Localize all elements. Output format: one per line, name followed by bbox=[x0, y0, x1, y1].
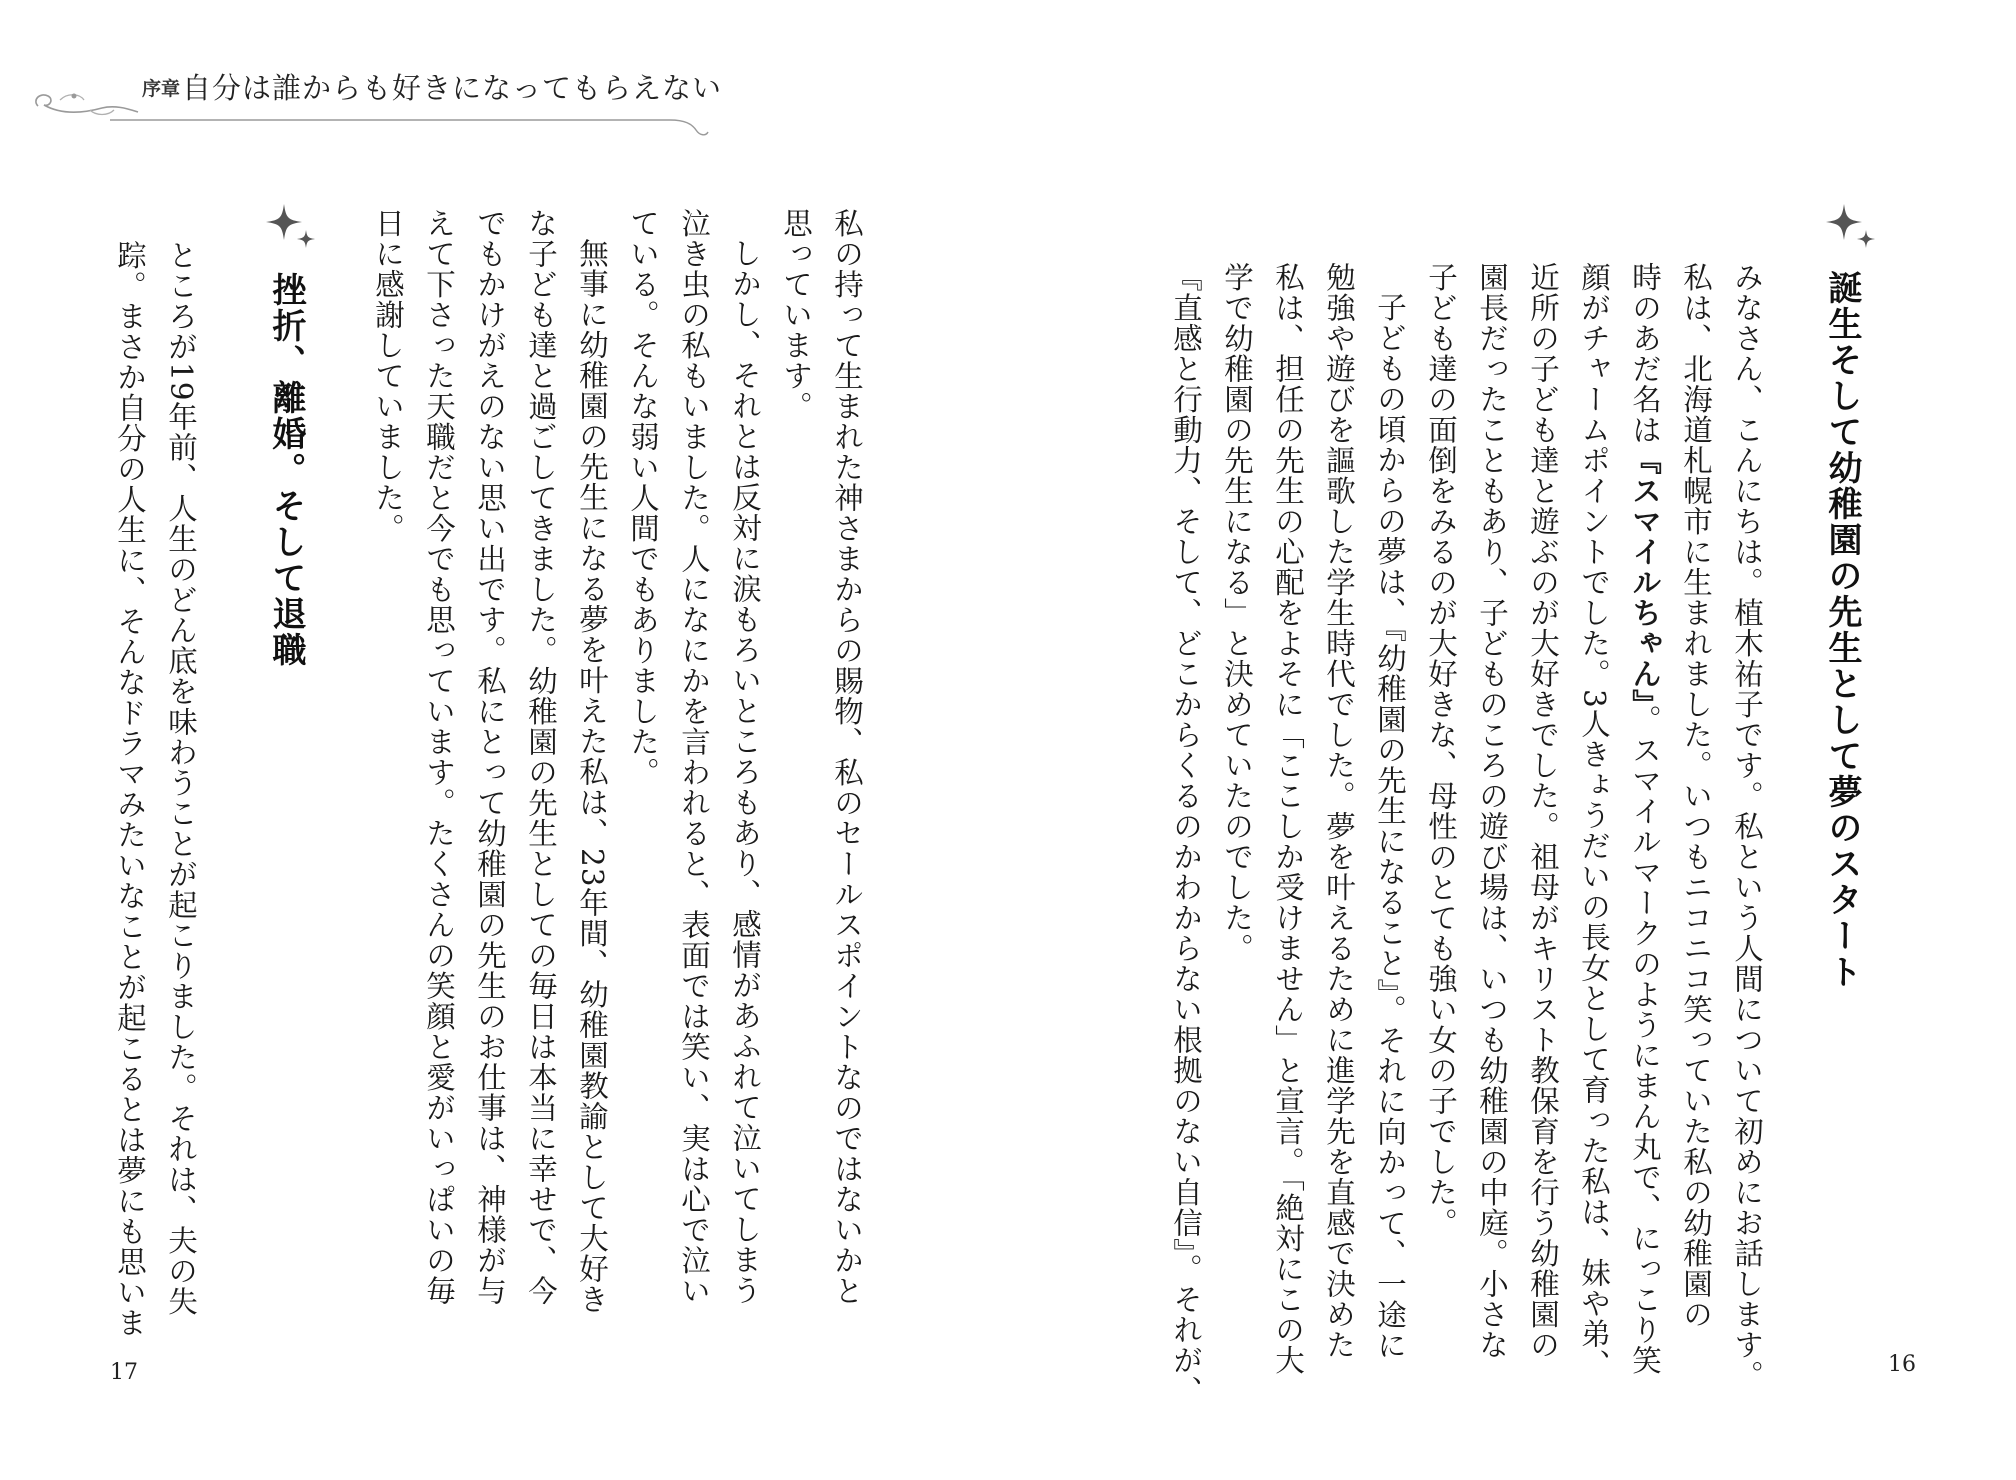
body-line: 園長だったこともあり、子どものころの遊び場は、いつも幼稚園の中庭。小さな bbox=[1475, 262, 1509, 1360]
body-line: しかし、それとは反対に涙もろいところもあり、感情があふれて泣いてしまう bbox=[728, 238, 762, 1306]
sparkle-icon bbox=[1822, 200, 1882, 260]
body-line: 泣き虫の私もいました。人になにかを言われると、表面では笑い、実は心で泣い bbox=[677, 208, 711, 1306]
body-line: 近所の子ども達と遊ぶのが大好きでした。祖母がキリスト教保育を行う幼稚園の bbox=[1526, 262, 1560, 1360]
body-line-text: 。スマイルマークのようにまん丸で、にっこり笑 bbox=[1628, 704, 1662, 1376]
page-number-left: 17 bbox=[110, 1360, 138, 1385]
page-number-right: 16 bbox=[1888, 1352, 1916, 1377]
body-line: 私は、担任の先生の心配をよそに「ここしか受けません」と宣言。「絶対にこの大 bbox=[1271, 262, 1305, 1376]
body-line: 子どもの頃からの夢は、『幼稚園の先生になること』。それに向かって、一途に bbox=[1373, 292, 1407, 1361]
body-line: 無事に幼稚園の先生になる夢を叶えた私は、23年間、幼稚園教諭として大好き bbox=[575, 238, 609, 1315]
body-line: な子ども達と過ごしてきました。幼稚園の先生としての毎日は本当に幸せで、今 bbox=[524, 208, 558, 1306]
body-line: 踪。まさか自分の人生に、そんなドラマみたいなことが起こるとは夢にも思いま bbox=[113, 240, 147, 1338]
body-line: でもかけがえのない思い出です。私にとって幼稚園の先生のお仕事は、神様が与 bbox=[473, 208, 507, 1306]
body-line: 顔がチャームポイントでした。3人きょうだいの長女として育った私は、妹や弟、 bbox=[1577, 262, 1611, 1380]
body-line: 学で幼稚園の先生になる」と決めていたのでした。 bbox=[1220, 262, 1254, 964]
body-line: 勉強や遊びを謳歌した学生時代でした。夢を叶えるために進学先を直感で決めた bbox=[1322, 262, 1356, 1360]
section-heading-birth: 誕生そして幼稚園の先生として夢のスタート bbox=[1822, 270, 1862, 990]
body-line-text: 時のあだ名は bbox=[1628, 262, 1662, 445]
left-page-body-bottom bbox=[104, 240, 206, 1338]
left-page-body-top bbox=[362, 208, 872, 1328]
body-line: 私の持って生まれた神さまからの賜物、私のセールスポイントなのではないかと bbox=[830, 208, 864, 1306]
body-line: えて下さった天職だと今でも思っています。たくさんの笑顔と愛がいっぱいの毎 bbox=[422, 208, 456, 1306]
body-line: 私は、北海道札幌市に生まれました。いつもニコニコ笑っていた私の幼稚園の bbox=[1679, 262, 1713, 1330]
body-line bbox=[1619, 262, 1670, 1376]
sparkle-icon bbox=[262, 200, 322, 260]
nickname-emphasis: 『スマイルちゃん』 bbox=[1628, 445, 1662, 705]
body-line: 子ども達の面倒をみるのが大好きな、母性のとても強い女の子でした。 bbox=[1424, 262, 1458, 1238]
body-line: ている。そんな弱い人間でもありました。 bbox=[626, 208, 660, 788]
right-page-body bbox=[1160, 262, 1772, 1407]
body-line: ところが19年前、人生のどん底を味わうことが起こりました。それは、夫の失 bbox=[164, 240, 198, 1317]
body-line: 日に感謝していました。 bbox=[371, 208, 405, 544]
body-line: 『直感と行動力、そして、どこからくるのかわからない根拠のない自信』。それが、 bbox=[1169, 262, 1203, 1407]
chapter-label: 序章 bbox=[142, 78, 181, 100]
body-line: 思っています。 bbox=[779, 208, 813, 422]
chapter-title: 自分は誰からも好きになってもらえない bbox=[182, 71, 723, 105]
body-line: みなさん、こんにちは。植木祐子です。私という人間について初めにお話します。 bbox=[1730, 262, 1764, 1391]
header-rule bbox=[110, 112, 710, 142]
running-header bbox=[30, 71, 723, 122]
section-heading-setback: 挫折、離婚。そして退職 bbox=[266, 272, 306, 668]
